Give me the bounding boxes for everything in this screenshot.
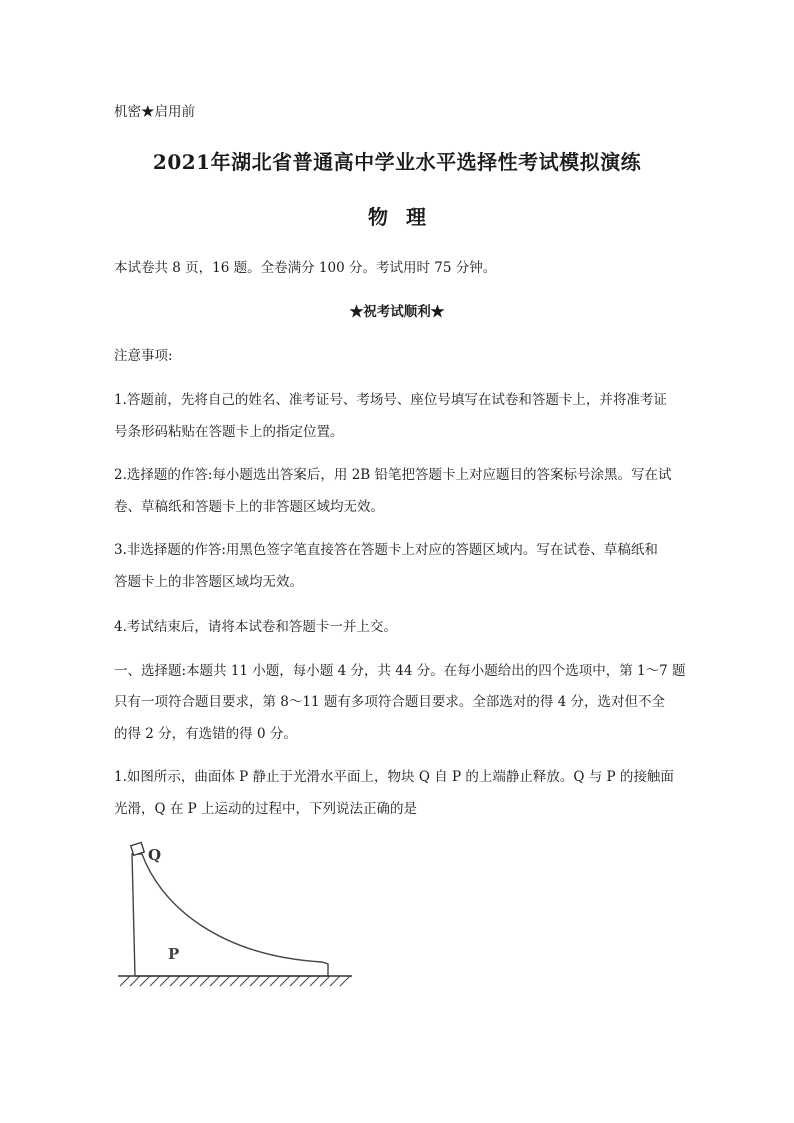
confidential-note: 机密★启用前 [114,104,195,120]
good-luck-line: ★祝考试顺利★ [349,304,445,320]
notice-2-line-2: 卷、草稿纸和答题卡上的非答题区域均无效。 [114,499,384,515]
ground-surface [118,976,352,986]
question-1-line-2: 光滑，Q 在 P 上运动的过程中，下列说法正确的是 [114,801,418,817]
curved-body-p [132,854,328,976]
curved-block-figure [112,838,362,998]
notice-2-line-1: 2.选择题的作答:每小题选出答案后，用 2B 铅笔把答题卡上对应题目的答案标号涂黑。写在试 [114,467,672,483]
section-1-line-3: 的得 2 分，有选错的得 0 分。 [114,726,297,742]
section-1-line-2: 只有一项符合题目要求，第 8～11 题有多项符合题目要求。全部选对的得 4 分，选对但不全 [114,694,666,710]
label-q: Q [148,846,162,864]
notice-1-line-1: 1.答题前，先将自己的姓名、准考证号、考场号、座位号填写在试卷和答题卡上，并将准考证 [114,392,667,408]
exam-intro: 本试卷共 8 页，16 题。全卷满分 100 分。考试用时 75 分钟。 [114,260,497,276]
notice-1-line-2: 号条形码粘贴在答题卡上的指定位置。 [114,424,344,440]
question-1-line-1: 1.如图所示，曲面体 P 静止于光滑水平面上，物块 Q 自 P 的上端静止释放。Q 与 P 的接触面 [114,769,674,785]
label-p: P [168,945,180,963]
notice-3-line-2: 答题卡上的非答题区域均无效。 [114,574,303,590]
notice-4-line-1: 4.考试结束后，请将本试卷和答题卡一并上交。 [114,619,397,635]
notice-heading: 注意事项: [114,348,173,364]
section-1-line-1: 一、选择题:本题共 11 小题，每小题 4 分，共 44 分。在每小题给出的四个选项中，第 1～7 题 [114,663,686,679]
notice-3-line-1: 3.非选择题的作答:用黑色签字笔直接答在答题卡上对应的答题区域内。写在试卷、草稿纸和 [114,542,658,558]
subject-title: 物理 [368,205,444,229]
exam-title: 2021年湖北省普通高中学业水平选择性考试模拟演练 [152,150,642,174]
